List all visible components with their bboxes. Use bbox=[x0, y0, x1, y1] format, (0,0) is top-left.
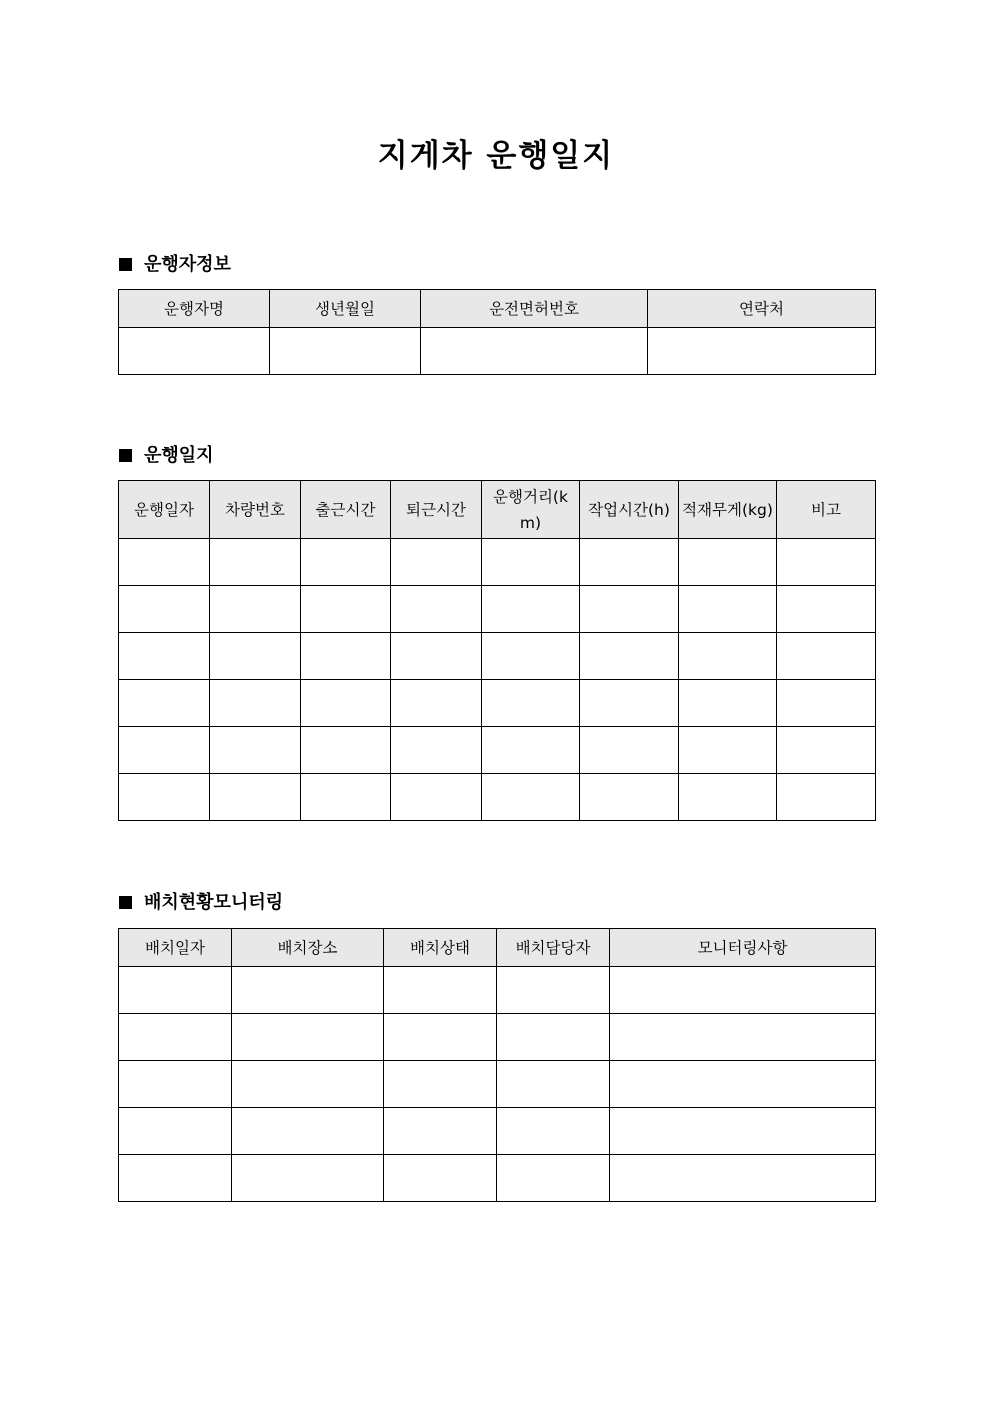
table-cell[interactable] bbox=[679, 727, 777, 774]
table-cell[interactable] bbox=[610, 1155, 876, 1202]
section-heading-operator bbox=[119, 253, 231, 277]
table-cell[interactable] bbox=[580, 727, 679, 774]
table-cell[interactable] bbox=[580, 774, 679, 821]
table-cell[interactable] bbox=[679, 774, 777, 821]
table-cell[interactable] bbox=[119, 727, 210, 774]
column-header-end-time: 퇴근시간 bbox=[391, 481, 482, 539]
column-header-contact: 연락처 bbox=[648, 290, 876, 328]
table-cell[interactable] bbox=[610, 1108, 876, 1155]
table-cell[interactable] bbox=[232, 1155, 384, 1202]
section-heading-placement bbox=[119, 891, 283, 915]
table-cell[interactable] bbox=[580, 680, 679, 727]
section-heading-operator-label: 운행자정보 bbox=[144, 254, 231, 275]
table-cell[interactable] bbox=[301, 633, 391, 680]
table-cell[interactable] bbox=[119, 774, 210, 821]
column-header-operator-name: 운행자명 bbox=[119, 290, 270, 328]
table-cell[interactable] bbox=[232, 1108, 384, 1155]
table-cell[interactable] bbox=[210, 727, 301, 774]
table-cell[interactable] bbox=[482, 680, 580, 727]
column-header-start-time: 출근시간 bbox=[301, 481, 391, 539]
column-header-distance: 운행거리(km) bbox=[482, 481, 580, 539]
table-cell[interactable] bbox=[232, 1014, 384, 1061]
table-cell[interactable] bbox=[580, 633, 679, 680]
table-row bbox=[119, 586, 876, 633]
table-row bbox=[119, 1108, 876, 1155]
table-cell[interactable] bbox=[421, 328, 648, 375]
column-header-license-number: 운전면허번호 bbox=[421, 290, 648, 328]
table-cell[interactable] bbox=[610, 1014, 876, 1061]
table-cell[interactable] bbox=[384, 1155, 497, 1202]
table-row bbox=[119, 1155, 876, 1202]
column-header-placement-status: 배치상태 bbox=[384, 929, 497, 967]
table-cell[interactable] bbox=[777, 586, 876, 633]
table-cell[interactable] bbox=[580, 539, 679, 586]
table-cell[interactable] bbox=[384, 1061, 497, 1108]
table-header-row bbox=[119, 290, 876, 328]
table-row bbox=[119, 680, 876, 727]
table-cell[interactable] bbox=[301, 539, 391, 586]
table-cell[interactable] bbox=[391, 633, 482, 680]
column-header-vehicle-number: 차량번호 bbox=[210, 481, 301, 539]
table-cell[interactable] bbox=[232, 1061, 384, 1108]
table-cell[interactable] bbox=[777, 774, 876, 821]
table-cell[interactable] bbox=[384, 1108, 497, 1155]
table-cell[interactable] bbox=[232, 967, 384, 1014]
table-row bbox=[119, 1014, 876, 1061]
column-header-monitoring-notes: 모니터링사항 bbox=[610, 929, 876, 967]
table-cell[interactable] bbox=[210, 586, 301, 633]
section-heading-log bbox=[119, 444, 214, 468]
table-cell[interactable] bbox=[777, 680, 876, 727]
operation-log-table bbox=[118, 480, 876, 821]
table-header-row bbox=[119, 481, 876, 539]
table-row bbox=[119, 774, 876, 821]
table-cell[interactable] bbox=[391, 539, 482, 586]
document-title: 지게차 운행일지 bbox=[377, 138, 615, 174]
column-header-placement-manager: 배치담당자 bbox=[497, 929, 610, 967]
operator-info-table bbox=[118, 289, 876, 375]
table-cell[interactable] bbox=[679, 633, 777, 680]
column-header-load-weight: 적재무게(kg) bbox=[679, 481, 777, 539]
table-cell[interactable] bbox=[119, 680, 210, 727]
table-cell[interactable] bbox=[391, 680, 482, 727]
table-cell[interactable] bbox=[648, 328, 876, 375]
table-cell[interactable] bbox=[119, 1014, 232, 1061]
table-cell[interactable] bbox=[391, 774, 482, 821]
table-cell[interactable] bbox=[777, 633, 876, 680]
square-bullet-icon bbox=[119, 449, 132, 462]
table-cell[interactable] bbox=[301, 727, 391, 774]
column-header-operation-date: 운행일자 bbox=[119, 481, 210, 539]
table-cell[interactable] bbox=[119, 328, 270, 375]
table-cell[interactable] bbox=[482, 539, 580, 586]
table-cell[interactable] bbox=[301, 680, 391, 727]
table-cell[interactable] bbox=[482, 586, 580, 633]
square-bullet-icon bbox=[119, 258, 132, 271]
table-cell[interactable] bbox=[610, 967, 876, 1014]
table-cell[interactable] bbox=[119, 967, 232, 1014]
placement-monitoring-table bbox=[118, 928, 876, 1202]
table-row bbox=[119, 727, 876, 774]
table-cell[interactable] bbox=[210, 774, 301, 821]
table-cell[interactable] bbox=[384, 1014, 497, 1061]
table-row bbox=[119, 328, 876, 375]
table-cell[interactable] bbox=[210, 539, 301, 586]
table-row bbox=[119, 539, 876, 586]
table-cell[interactable] bbox=[497, 1014, 610, 1061]
table-cell[interactable] bbox=[679, 539, 777, 586]
table-cell[interactable] bbox=[580, 586, 679, 633]
column-header-placement-date: 배치일자 bbox=[119, 929, 232, 967]
table-row bbox=[119, 633, 876, 680]
column-header-work-hours: 작업시간(h) bbox=[580, 481, 679, 539]
table-cell[interactable] bbox=[497, 1155, 610, 1202]
table-cell[interactable] bbox=[497, 1108, 610, 1155]
table-cell[interactable] bbox=[119, 539, 210, 586]
table-cell[interactable] bbox=[119, 1108, 232, 1155]
section-heading-placement-label: 배치현황모니터링 bbox=[144, 892, 284, 913]
table-cell[interactable] bbox=[777, 727, 876, 774]
table-header-row bbox=[119, 929, 876, 967]
table-cell[interactable] bbox=[210, 633, 301, 680]
section-heading-log-label: 운행일지 bbox=[144, 445, 214, 466]
table-row bbox=[119, 1061, 876, 1108]
table-cell[interactable] bbox=[497, 1061, 610, 1108]
table-cell[interactable] bbox=[119, 1061, 232, 1108]
square-bullet-icon bbox=[119, 896, 132, 909]
table-cell[interactable] bbox=[384, 967, 497, 1014]
table-cell[interactable] bbox=[679, 586, 777, 633]
table-cell[interactable] bbox=[482, 633, 580, 680]
table-cell[interactable] bbox=[210, 680, 301, 727]
table-cell[interactable] bbox=[391, 586, 482, 633]
table-cell[interactable] bbox=[301, 586, 391, 633]
table-cell[interactable] bbox=[391, 727, 482, 774]
column-header-remarks: 비고 bbox=[777, 481, 876, 539]
table-cell[interactable] bbox=[482, 727, 580, 774]
table-cell[interactable] bbox=[482, 774, 580, 821]
table-row bbox=[119, 967, 876, 1014]
table-cell[interactable] bbox=[301, 774, 391, 821]
table-cell[interactable] bbox=[679, 680, 777, 727]
table-cell[interactable] bbox=[119, 586, 210, 633]
table-cell[interactable] bbox=[610, 1061, 876, 1108]
table-cell[interactable] bbox=[497, 967, 610, 1014]
table-cell[interactable] bbox=[777, 539, 876, 586]
table-cell[interactable] bbox=[119, 1155, 232, 1202]
column-header-placement-location: 배치장소 bbox=[232, 929, 384, 967]
column-header-birth-date: 생년월일 bbox=[270, 290, 421, 328]
table-cell[interactable] bbox=[270, 328, 421, 375]
table-cell[interactable] bbox=[119, 633, 210, 680]
